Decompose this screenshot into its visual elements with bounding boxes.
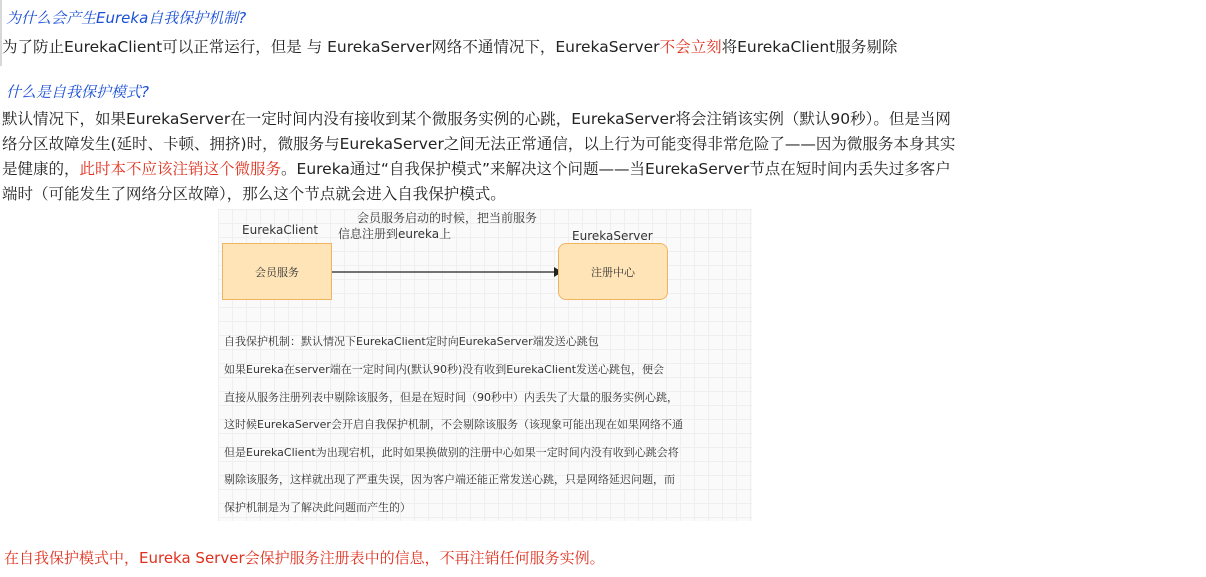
registration-arrow xyxy=(332,263,562,281)
mechanism-line-4: 这时候EurekaServer会开启自我保护机制，不会剔除该服务（该现象可能出现在如果网络不通 xyxy=(224,418,683,431)
conclusion-text: 在自我保护模式中，Eureka Server会保护服务注册表中的信息，不再注销任何服务实例。 xyxy=(4,549,605,567)
mechanism-line-1: 自我保护机制：默认情况下EurekaClient定时向EurekaServer端发送心跳包 xyxy=(224,335,599,348)
mechanism-line-3: 直接从服务注册列表中剔除该服务，但是在短时间（90秒中）内丢失了大量的服务实例心跳， xyxy=(224,391,678,404)
section1-paragraph xyxy=(2,35,962,60)
arrow-note-line2: 信息注册到eureka上 xyxy=(338,227,452,241)
section2-text-red: 此时本不应该注销这个微服务 xyxy=(79,160,282,178)
arrow-note-line1: 会员服务启动的时候，把当前服务 xyxy=(357,211,538,225)
server-box: 注册中心 xyxy=(558,243,668,300)
server-label: EurekaServer xyxy=(572,229,653,243)
section2-title: 什么是自我保护模式? xyxy=(6,83,149,101)
mechanism-line-2: 如果Eureka在server端在一定时间内(默认90秒)没有收到EurekaClient发送心跳包，便会 xyxy=(224,363,665,376)
mechanism-line-7: 保护机制是为了解决此问题而产生的） xyxy=(224,501,411,514)
section1-title: 为什么会产生Eureka自我保护机制? xyxy=(6,9,247,27)
client-label: EurekaClient xyxy=(242,223,319,237)
section1-text-before: 为了防止EurekaClient可以正常运行，但是 与 EurekaServer网络不通情况下，EurekaServer xyxy=(2,38,660,56)
eureka-diagram xyxy=(218,209,752,521)
section2-text-after: 。Eureka通过“自我保护模式”来解决这个问题——当EurekaServer节点在短时间内丢失过多客户端时（可能发生了网络分区故障），那么这个节点就会进入自我保护模式。 xyxy=(2,160,951,203)
client-box: 会员服务 xyxy=(222,243,332,300)
section1-text-after: 将EurekaClient服务剔除 xyxy=(721,38,898,56)
section1-text-red: 不会立刻 xyxy=(659,38,722,56)
section2-text-before: 默认情况下，如果EurekaServer在一定时间内没有接收到某个微服务实例的心跳，EurekaServer将会注销该实例（默认90秒）。但是当网络分区故障发生(延时、卡顿、拥挤)时，微服务与EurekaServer之间无法正常通信，以上行为可能变得非常危险了——因为微服务本身其实是健康的， xyxy=(2,110,956,178)
mechanism-line-5: 但是EurekaClient为出现宕机，此时如果换做别的注册中心如果一定时间内没有收到心跳会将 xyxy=(224,446,679,459)
mechanism-line-6: 剔除该服务，这样就出现了严重失误，因为客户端还能正常发送心跳，只是网络延迟问题，而 xyxy=(224,473,675,486)
section2-paragraph xyxy=(2,107,962,207)
